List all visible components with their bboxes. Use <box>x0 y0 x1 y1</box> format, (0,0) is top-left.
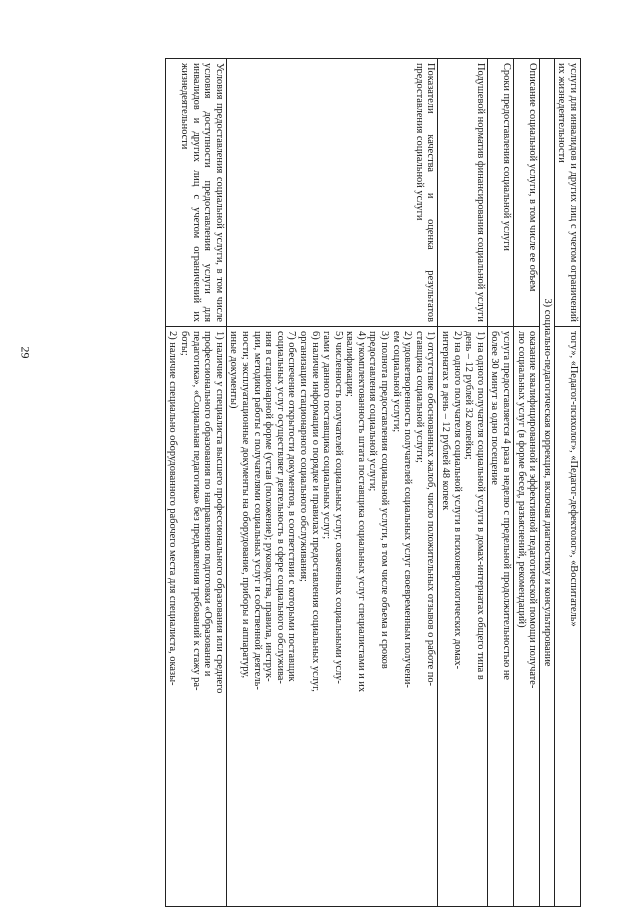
section-title: 3) социально-педагогическая коррекция, включая диагностику и консультирование <box>540 59 555 907</box>
section-header-row <box>540 59 555 907</box>
text-line: гами у данного поставщика социальных услуг; <box>321 331 333 540</box>
text-line: 1) отсутствие обоснованных жалоб, число положительных отзывов о работе по- <box>425 331 437 686</box>
text-line: интернатах в день – 12 рублей 48 копеек <box>440 331 452 511</box>
text-line: ции, методики работы с получателями социальных услуг и собственной деятель- <box>251 331 263 690</box>
table-row <box>226 59 438 907</box>
row-label: Показатели качества и оценка результатов предоставления социальной услуги <box>226 59 438 327</box>
text-line: 5) численность получателей социальных услуг, охваченных социальными услу- <box>332 331 344 684</box>
text-line: ем социальной услуги; <box>390 331 402 433</box>
service-standard-table <box>165 58 581 907</box>
row-content <box>514 327 540 907</box>
row-content <box>487 327 513 907</box>
text-line: ния в стационарной форме (устав (положение); руководства, правила, инструк- <box>263 331 275 682</box>
text-line: 7) обеспечение открытости документов, в соответствии с которыми поставщик <box>286 331 298 682</box>
text-line: лю социальных услуг (в форме бесед, разъяснений, рекомендаций) <box>515 331 527 628</box>
table-row <box>165 59 226 907</box>
table-row <box>554 59 580 907</box>
rotated-document-sheet <box>58 58 581 907</box>
text-line: предоставления социальной услуги; <box>367 331 379 492</box>
text-line: оказание квалифицированной и эффективной педагогической помощи получате- <box>527 331 539 689</box>
text-line: ности; эксплуатационные документы на оборудование, приборы и аппаратуру, <box>239 331 251 679</box>
text-line: педагогика», «Социальная педагогика» без предъявления требований к стажу ра- <box>190 331 202 691</box>
text-line: организации стационарного социального обслуживания; <box>297 331 309 582</box>
table-row <box>514 59 540 907</box>
row-content <box>226 327 438 907</box>
table-row <box>438 59 487 907</box>
text-line: социальных услуг осуществляет деятельность в сфере социального обслужива- <box>274 331 286 684</box>
text-line: боты; <box>179 331 190 356</box>
row-content <box>554 327 580 907</box>
row-label: Сроки предоставления социальной услуги <box>487 59 513 327</box>
text-line: иные документы) <box>228 331 240 409</box>
text-line: 1) наличие у специалиста высшего профессионального образования или среднего <box>213 331 225 694</box>
text-line: ставщика социальной услуги; <box>413 331 425 463</box>
text-line: тогу», «Педагог-психолог», «Педагог-дефектолог», «Воспитатель» <box>568 331 579 627</box>
text-line: день – 12 рублей 32 копейки; <box>463 331 475 460</box>
row-content <box>438 327 487 907</box>
text-line: услуга предоставляется 4 раза в неделю с предельной продолжительностью не <box>501 331 513 681</box>
table-row <box>487 59 513 907</box>
text-line: 3) полнота предоставления социальной услуги, в том числе объема и сроков <box>379 331 391 669</box>
row-label: Описание социальной услуги, в том числе ее объем <box>514 59 540 327</box>
text-line: 2) удовлетворенность получателей социальных услуг своевременным получени- <box>402 331 414 688</box>
text-line: профессионального образования по направлению подготовки «Образование и <box>202 331 214 677</box>
page-number: 29 <box>18 346 33 359</box>
text-line: 1) на одного получателя социальной услуги в домах-интернатах общего типа в <box>474 331 486 680</box>
text-line: квалификация; <box>344 331 356 397</box>
text-line: 2) на одного получателя социальной услуги в психоневрологических домах- <box>451 331 463 670</box>
text-line: 6) наличие информации о порядке и правилах предоставления социальных услуг, <box>309 331 321 692</box>
row-label: Подушевой норматив финансирования социальной услуги <box>438 59 487 327</box>
row-content <box>165 327 226 907</box>
text-line: 4) укомплектованность штата поставщика социальных услуг специалистами и их <box>355 331 367 693</box>
text-line: более 30 минут за одно посещение <box>489 331 501 485</box>
row-label: услуги для инвалидов и других лиц с учетом ограничений их жизнедеятельности <box>554 59 580 327</box>
row-label: Условия предоставления социальной услуги, в том числе условия доступности предоставления услуги для инвалидов и других лиц с учетом ограничений их жизнедеятельности <box>165 59 226 327</box>
text-line: 2) наличие специально оборудованного рабочего места для специалиста, оказы- <box>167 331 179 686</box>
